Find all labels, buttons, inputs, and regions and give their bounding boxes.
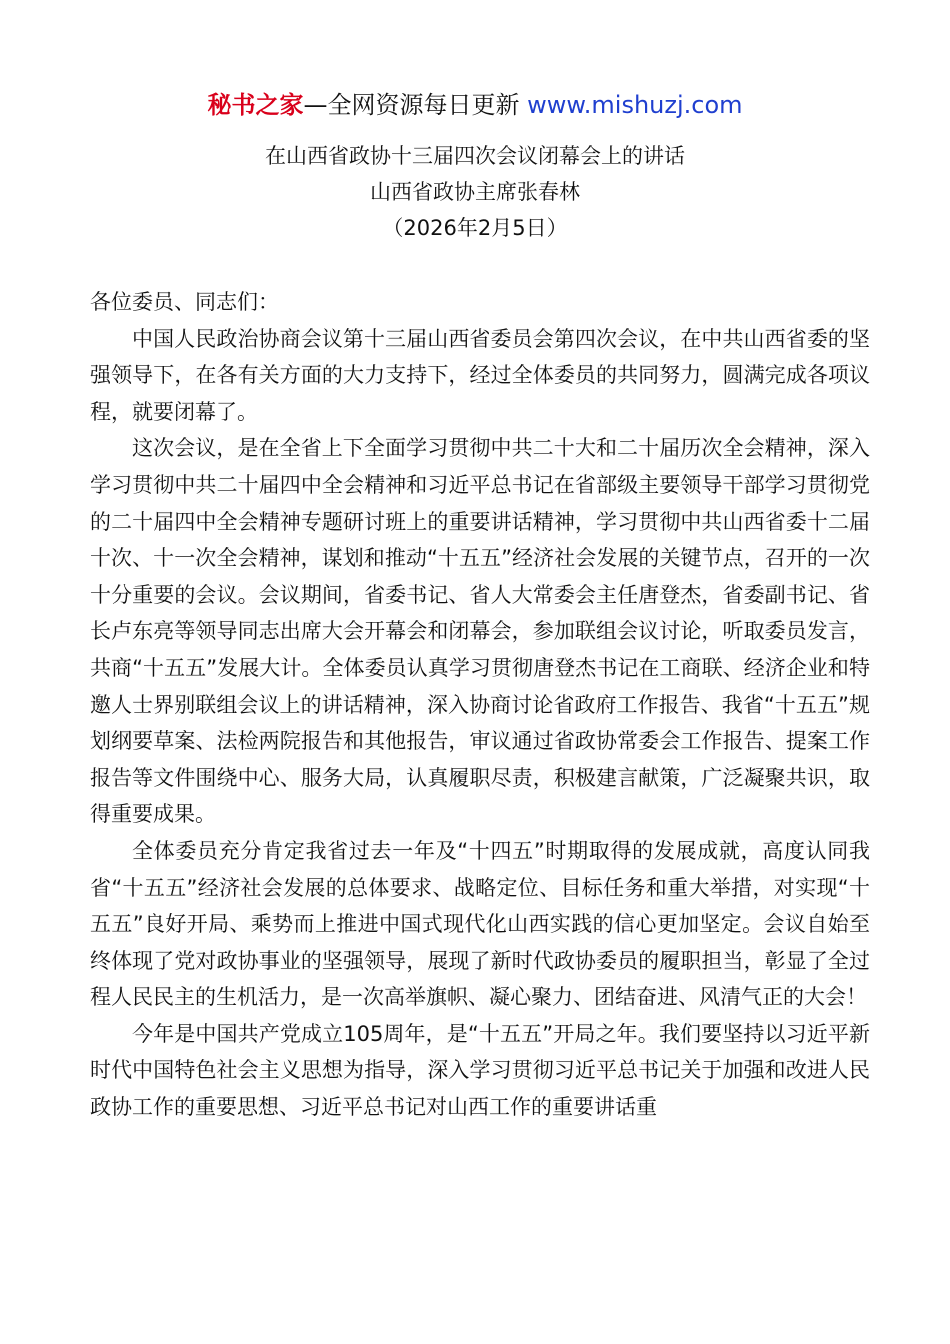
- speaker-line: 山西省政协主席张春林: [370, 180, 580, 204]
- title-block: [0, 138, 950, 246]
- site-tagline: —全网资源每日更新: [303, 91, 520, 119]
- paragraph-4: 今年是中国共产党成立105周年，是“十五五”开局之年。我们要坚持以习近平新时代中国特色社会主义思想为指导，深入学习贯彻习近平总书记关于加强和改进人民政协工作的重要思想、习近平总书记对山西工作的重要讲话重: [90, 1021, 870, 1120]
- paragraph-3: 全体委员充分肯定我省过去一年及“十四五”时期取得的发展成就，高度认同我省“十五五”经济社会发展的总体要求、战略定位、目标任务和重大举措，对实现“十五五”良好开局、乘势而上推进中国式现代化山西实践的信心更加坚定。会议自始至终体现了党对政协事业的坚强领导，展现了新时代政协委员的履职担当，彰显了全过程人民民主的生机活力，是一次高举旗帜、凝心聚力、团结奋进、风清气正的大会！: [90, 838, 870, 1010]
- paragraph-1: 中国人民政治协商会议第十三届山西省委员会第四次会议，在中共山西省委的坚强领导下，在各有关方面的大力支持下，经过全体委员的共同努力，圆满完成各项议程，就要闭幕了。: [90, 326, 870, 424]
- speech-date: （2026年2月5日）: [382, 216, 568, 240]
- site-header: [0, 88, 950, 122]
- salutation: 各位委员、同志们：: [90, 290, 279, 314]
- brand-name: 秘书之家: [207, 91, 304, 119]
- document-body: [90, 284, 870, 1126]
- site-url-link[interactable]: www.mishuzj.com: [527, 91, 743, 119]
- document-title: 在山西省政协十三届四次会议闭幕会上的讲话: [265, 144, 685, 168]
- paragraph-2: 这次会议，是在全省上下全面学习贯彻中共二十大和二十届历次全会精神，深入学习贯彻中共二十届四中全会精神和习近平总书记在省部级主要领导干部学习贯彻党的二十届四中全会精神专题研讨班上的重要讲话精神，学习贯彻中共山西省委十二届十次、十一次全会精神，谋划和推动“十五五”经济社会发展的关键节点，召开的一次十分重要的会议。会议期间，省委书记、省人大常委会主任唐登杰，省委副书记、省长卢东亮等领导同志出席大会开幕会和闭幕会，参加联组会议讨论，听取委员发言，共商“十五五”发展大计。全体委员认真学习贯彻唐登杰书记在工商联、经济企业和特邀人士界别联组会议上的讲话精神，深入协商讨论省政府工作报告、我省“十五五”规划纲要草案、法检两院报告和其他报告，审议通过省政协常委会工作报告、提案工作报告等文件围绕中心、服务大局，认真履职尽责，积极建言献策，广泛凝聚共识，取得重要成果。: [90, 436, 870, 827]
